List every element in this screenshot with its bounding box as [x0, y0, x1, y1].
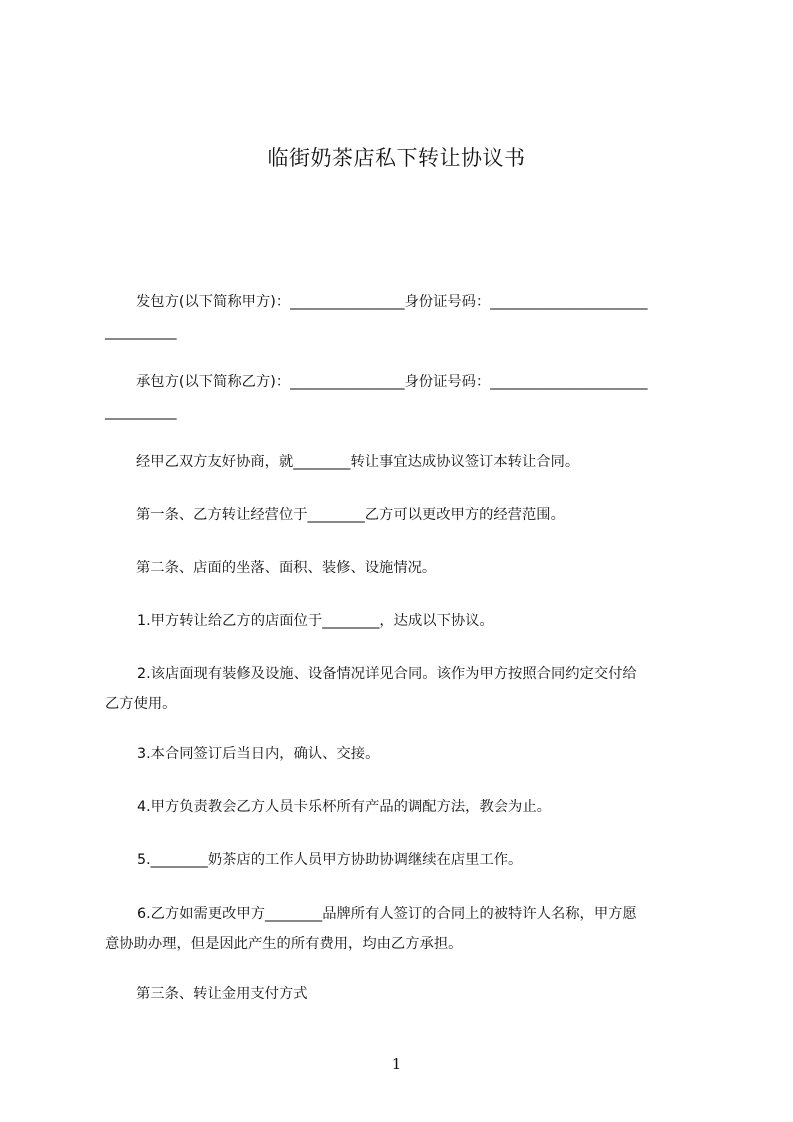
party-a-line-2: __________: [105, 324, 177, 340]
clause-5-paragraph: 5.________奶茶店的工作人员甲方协助协调继续在店里工作。: [137, 852, 523, 868]
clause-2-line-1: 2.该店面现有装修及设施、设备情况详见合同。该作为甲方按照合同约定交付给: [137, 666, 637, 682]
party-b-line-1: 承包方(以下简称乙方)：________________身份证号码：______________________: [136, 374, 648, 390]
clause-6-paragraph: [105, 899, 705, 959]
clause-3-paragraph: 3.本合同签订后当日内，确认、交接。: [137, 746, 380, 762]
clause-2-line-2: 乙方使用。: [105, 696, 177, 712]
clause-6-line-1: 6.乙方如需更改甲方________品牌所有人签订的合同上的被特许人名称，甲方愿: [137, 906, 637, 922]
party-a-line-1: 发包方(以下简称甲方)：________________身份证号码：______________________: [136, 294, 648, 310]
party-b-info: [105, 367, 705, 427]
document-title: 临街奶茶店私下转让协议书: [267, 146, 526, 170]
party-b-line-2: __________: [105, 404, 177, 420]
article-3-heading: 第三条、转让金用支付方式: [136, 986, 308, 1002]
clause-4-paragraph: 4.甲方负责教会乙方人员卡乐杯所有产品的调配方法，教会为止。: [137, 799, 551, 815]
clause-1-paragraph: 1.甲方转让给乙方的店面位于________，达成以下协议。: [137, 613, 494, 629]
party-a-info: [105, 287, 705, 347]
clause-6-line-2: 意协助办理，但是因此产生的所有费用，均由乙方承担。: [105, 936, 463, 952]
clause-2-paragraph: [105, 659, 705, 719]
article-2-heading: 第二条、店面的坐落、面积、装修、设施情况。: [136, 560, 437, 576]
preamble-paragraph: 经甲乙双方友好协商，就________转让事宜达成协议签订本转让合同。: [136, 454, 580, 470]
page-number: 1: [391, 1055, 402, 1073]
article-1-paragraph: 第一条、乙方转让经营位于________乙方可以更改甲方的经营范围。: [136, 507, 565, 523]
